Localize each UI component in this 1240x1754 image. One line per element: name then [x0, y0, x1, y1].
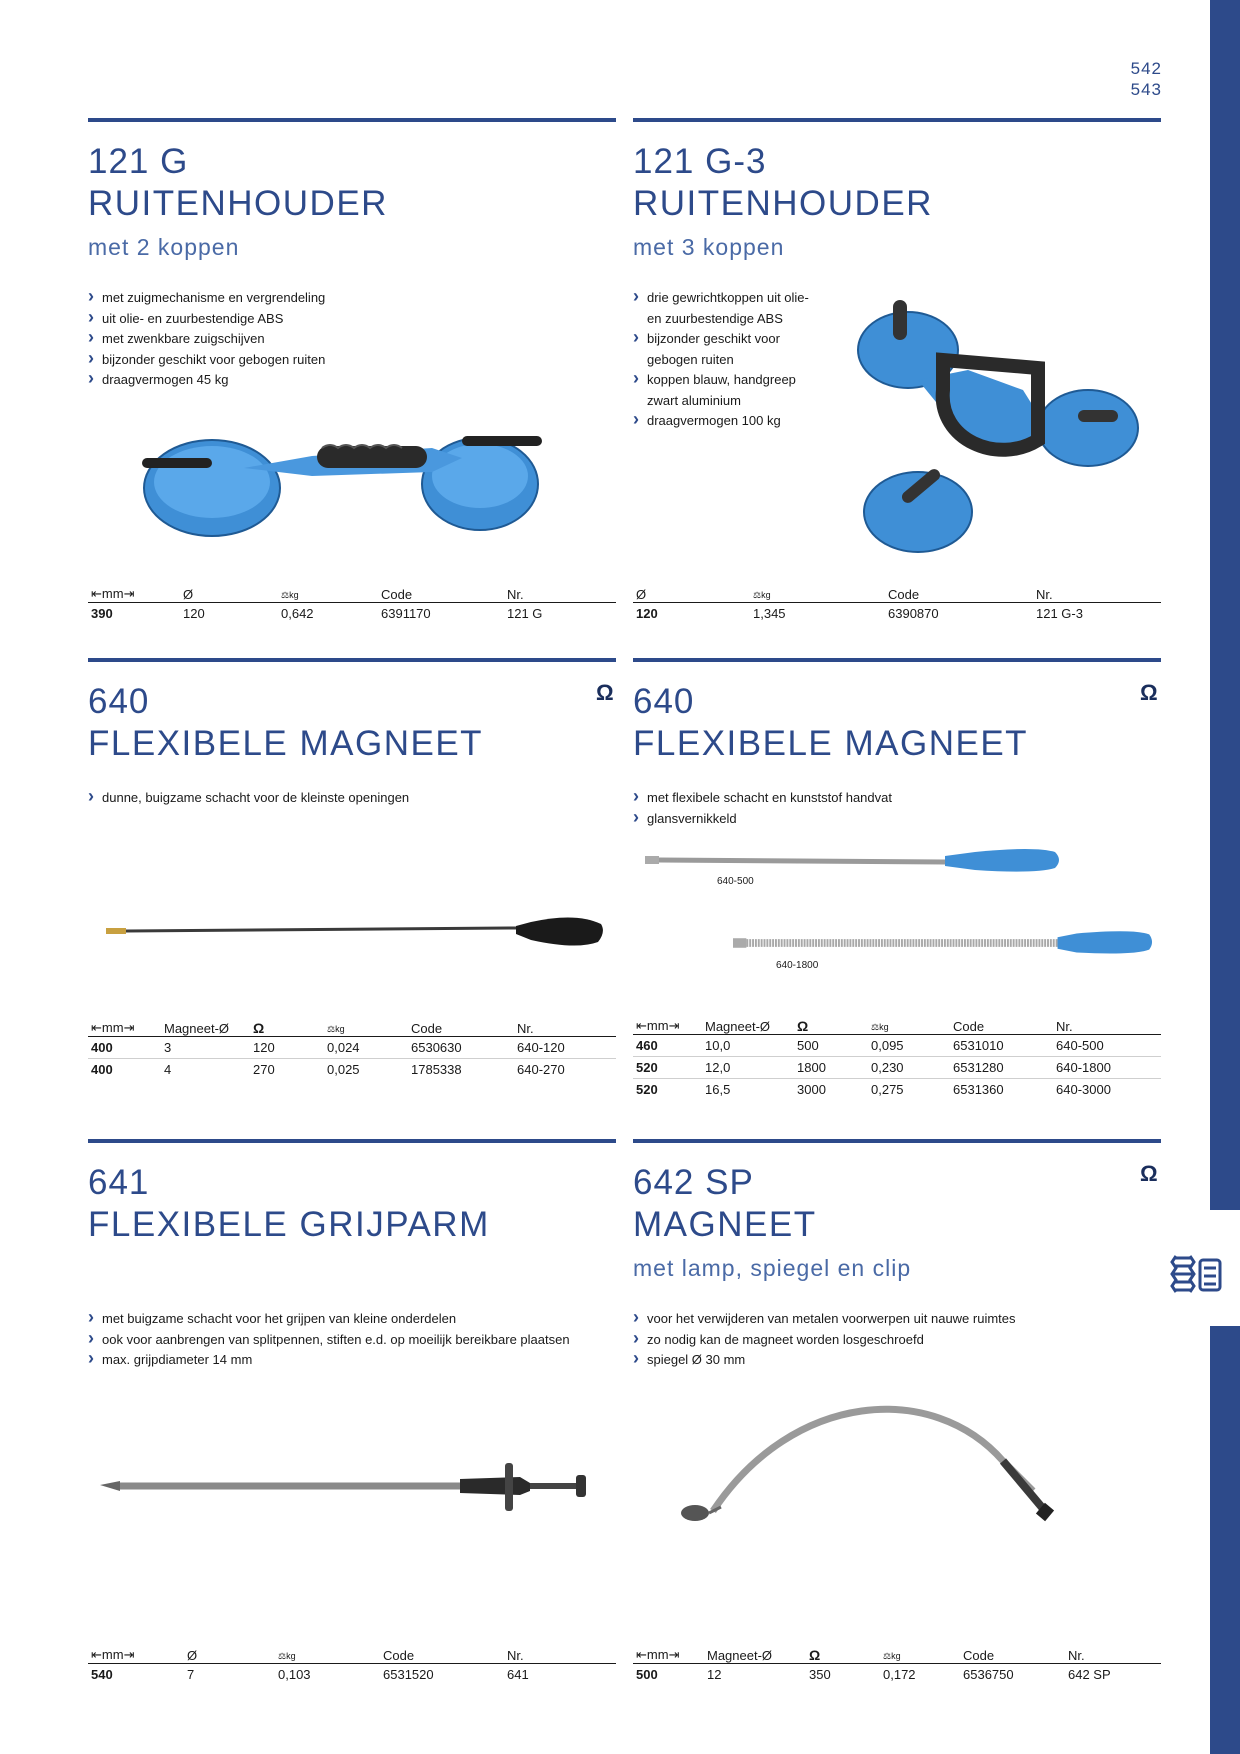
product-640-thin [88, 658, 616, 1088]
image-label: 640-500 [717, 876, 754, 887]
spec-table [633, 582, 1161, 624]
product-image-thin-magnet [106, 914, 606, 954]
product-name: RUITENHOUDER [88, 184, 388, 223]
table-cell: 500 [797, 1035, 871, 1057]
feature-list [88, 1309, 588, 1371]
table-cell: 270 [253, 1062, 275, 1077]
section-rule [88, 118, 616, 122]
spec-table [633, 1014, 1161, 1100]
section-rule [88, 658, 616, 662]
table-cell: 640-500 [1056, 1035, 1161, 1057]
table-cell: 400 [88, 1037, 164, 1059]
product-image-magnet-500 [645, 846, 1065, 876]
table-row [88, 1037, 616, 1059]
feature-item: › voor het verwijderen van metalen voorwerpen uit nauwe ruimtes [633, 1309, 1133, 1330]
feature-item: › met zuigmechanisme en vergrendeling [88, 288, 408, 309]
weight-kg-icon: ⚖kg [278, 1651, 296, 1662]
col-weight-header [753, 582, 888, 603]
length-mm-icon: ⇤mm⇥ [636, 1647, 680, 1662]
weight-kg-icon: ⚖kg [871, 1022, 889, 1033]
table-cell: 642 SP [1068, 1667, 1111, 1682]
feature-item: › met zwenkbare zuigschijven [88, 329, 408, 350]
feature-list [633, 288, 818, 432]
col-length-header [88, 1016, 164, 1037]
table-cell: 0,642 [281, 606, 314, 621]
magnet-omega-icon: Ω [797, 1018, 809, 1034]
feature-item: › ook voor aanbrengen van splitpennen, stiften e.d. op moeilijk bereikbare plaatsen [88, 1330, 588, 1351]
table-cell: 540 [91, 1667, 113, 1682]
table-cell: 390 [91, 606, 113, 621]
weight-kg-icon: ⚖kg [327, 1024, 345, 1035]
table-cell: 640-120 [517, 1037, 616, 1059]
product-subtitle: met lamp, spiegel en clip [633, 1255, 912, 1281]
product-641 [88, 1139, 616, 1682]
spec-table [88, 1643, 616, 1685]
col-diameter-header: Ø [633, 582, 753, 603]
col-length-header [88, 582, 183, 603]
table-cell: 641 [507, 1667, 529, 1682]
table-cell: 10,0 [705, 1035, 797, 1057]
table-cell: 121 G [507, 606, 543, 621]
table-cell: 640-3000 [1056, 1082, 1111, 1097]
product-code: 121 G-3 [633, 142, 767, 181]
table-cell: 6391170 [381, 606, 431, 621]
table-cell: 120 [253, 1037, 327, 1059]
table-cell: 500 [636, 1667, 658, 1682]
table-cell: 121 G-3 [1036, 606, 1083, 621]
table-row [633, 1664, 1161, 1686]
table-cell: 350 [809, 1667, 831, 1682]
product-121g [88, 118, 616, 628]
table-row [88, 1664, 616, 1686]
spec-table [633, 1643, 1161, 1685]
side-tab-bar-top [1210, 0, 1240, 1210]
feature-item: › spiegel Ø 30 mm [633, 1350, 1133, 1371]
feature-item: › drie gewrichtkoppen uit olie- en zuurbestendige ABS [633, 288, 818, 329]
table-cell: 640-1800 [1056, 1057, 1161, 1079]
magnet-omega-icon: Ω [596, 680, 614, 705]
table-cell: 1785338 [411, 1062, 462, 1077]
weight-kg-icon: ⚖kg [281, 590, 299, 601]
table-cell: 12 [707, 1667, 722, 1682]
table-cell: 1,345 [753, 606, 786, 621]
table-row [633, 1079, 1161, 1101]
table-cell: 7 [187, 1667, 195, 1682]
product-code: 640 [633, 682, 695, 721]
table-row [633, 603, 1161, 625]
table-cell: 12,0 [705, 1057, 797, 1079]
table-cell: 16,5 [705, 1082, 731, 1097]
col-magnet-diameter-header: Magneet-Ø [705, 1014, 797, 1035]
product-code: 642 SP [633, 1163, 754, 1202]
col-magnet-diameter-header: Magneet-Ø [707, 1643, 809, 1664]
col-diameter-header: Ø [187, 1643, 278, 1664]
length-mm-icon: ⇤mm⇥ [91, 1647, 135, 1662]
product-subtitle: met 2 koppen [88, 234, 240, 260]
feature-item: › met flexibele schacht en kunststof handvat [633, 788, 1073, 809]
col-nr-header: Nr. [507, 582, 616, 603]
product-image-magnet-1800 [733, 928, 1153, 958]
page-number-right: 543 [1130, 80, 1162, 99]
magnet-omega-icon: Ω [253, 1020, 265, 1036]
length-mm-icon: ⇤mm⇥ [91, 586, 135, 601]
table-cell: 460 [633, 1035, 705, 1057]
product-code: 640 [88, 682, 150, 721]
section-rule [633, 1139, 1161, 1143]
table-cell: 120 [183, 606, 205, 621]
product-image-suction-lifter-2 [132, 428, 562, 558]
table-cell: 4 [164, 1062, 172, 1077]
col-nr-header: Nr. [517, 1016, 616, 1037]
feature-item: › koppen blauw, handgreep zwart aluminium [633, 370, 818, 411]
col-diameter-header: Ø [183, 582, 281, 603]
col-force-header [809, 1643, 883, 1664]
product-code: 121 G [88, 142, 189, 181]
col-weight-header [883, 1643, 963, 1664]
feature-item: › draagvermogen 45 kg [88, 370, 408, 391]
table-cell: 1800 [797, 1057, 871, 1079]
length-mm-icon: ⇤mm⇥ [636, 1018, 680, 1033]
table-cell: 6531520 [383, 1667, 434, 1682]
col-magnet-diameter-header: Magneet-Ø [164, 1016, 253, 1037]
col-nr-header: Nr. [1068, 1643, 1161, 1664]
col-weight-header [327, 1016, 411, 1037]
product-image-gripper [100, 1459, 600, 1519]
table-cell: 0,095 [871, 1035, 953, 1057]
product-name: MAGNEET [633, 1205, 817, 1244]
page-number-left: 542 [1130, 59, 1162, 78]
col-weight-header [871, 1014, 953, 1035]
table-row [88, 1059, 616, 1081]
col-force-header [253, 1016, 327, 1037]
table-cell: 640-270 [517, 1062, 565, 1077]
col-force-header [797, 1014, 871, 1035]
feature-item: › bijzonder geschikt voor gebogen ruiten [88, 350, 408, 371]
weight-kg-icon: ⚖kg [883, 1651, 901, 1662]
table-cell: 6390870 [888, 606, 939, 621]
feature-item: › dunne, buigzame schacht voor de kleinste openingen [88, 788, 528, 809]
product-name: FLEXIBELE MAGNEET [633, 724, 1029, 763]
feature-item: › uit olie- en zuurbestendige ABS [88, 309, 408, 330]
table-cell: 3 [164, 1037, 253, 1059]
spec-table [88, 1016, 616, 1080]
col-code-header: Code [383, 1643, 507, 1664]
table-cell: 3000 [797, 1082, 826, 1097]
col-code-header: Code [963, 1643, 1068, 1664]
feature-item: › zo nodig kan de magneet worden losgeschroefd [633, 1330, 1133, 1351]
product-image-magnet-lamp [673, 1401, 1093, 1551]
col-nr-header: Nr. [507, 1643, 616, 1664]
col-nr-header: Nr. [1036, 582, 1161, 603]
product-640-handle [633, 658, 1161, 1098]
table-cell: 6531360 [953, 1082, 1004, 1097]
tool-category-icon [1168, 1246, 1226, 1304]
product-image-suction-lifter-3 [848, 290, 1148, 560]
feature-list [633, 788, 1073, 829]
product-642sp [633, 1139, 1161, 1682]
table-row [88, 603, 616, 625]
section-rule [633, 118, 1161, 122]
table-cell: 6530630 [411, 1037, 517, 1059]
page-numbers [1100, 58, 1162, 100]
col-weight-header [278, 1643, 383, 1664]
table-cell: 6531280 [953, 1057, 1056, 1079]
col-code-header: Code [888, 582, 1036, 603]
feature-list [633, 1309, 1133, 1371]
feature-list [88, 288, 408, 391]
col-nr-header: Nr. [1056, 1014, 1161, 1035]
table-cell: 0,275 [871, 1082, 904, 1097]
col-weight-header [281, 582, 381, 603]
table-cell: 0,024 [327, 1037, 411, 1059]
image-label: 640-1800 [776, 960, 819, 971]
table-row [633, 1057, 1161, 1079]
table-cell: 0,025 [327, 1062, 360, 1077]
product-name: RUITENHOUDER [633, 184, 933, 223]
section-rule [633, 658, 1161, 662]
weight-kg-icon: ⚖kg [753, 590, 771, 601]
spec-table [88, 582, 616, 624]
side-tab-bar-bottom [1210, 1326, 1240, 1754]
magnet-omega-icon: Ω [809, 1647, 821, 1663]
table-cell: 6536750 [963, 1667, 1014, 1682]
feature-item: › bijzonder geschikt voor gebogen ruiten [633, 329, 818, 370]
magnet-omega-icon: Ω [1140, 680, 1158, 705]
col-length-header [88, 1643, 187, 1664]
table-cell: 0,103 [278, 1667, 311, 1682]
col-code-header: Code [411, 1016, 517, 1037]
col-length-header [633, 1643, 707, 1664]
col-code-header: Code [381, 582, 507, 603]
product-name: FLEXIBELE MAGNEET [88, 724, 484, 763]
feature-list [88, 788, 528, 809]
product-name: FLEXIBELE GRIJPARM [88, 1205, 490, 1244]
magnet-omega-icon: Ω [1140, 1161, 1158, 1186]
table-cell: 520 [636, 1082, 658, 1097]
table-cell: 6531010 [953, 1035, 1056, 1057]
table-cell: 0,230 [871, 1057, 953, 1079]
feature-item: › met buigzame schacht voor het grijpen van kleine onderdelen [88, 1309, 588, 1330]
table-cell: 520 [633, 1057, 705, 1079]
feature-item: › draagvermogen 100 kg [633, 411, 818, 432]
table-cell: 0,172 [883, 1667, 916, 1682]
col-length-header [633, 1014, 705, 1035]
feature-item: › glansvernikkeld [633, 809, 1073, 830]
product-121g-3 [633, 118, 1161, 628]
col-code-header: Code [953, 1014, 1056, 1035]
feature-item: › max. grijpdiameter 14 mm [88, 1350, 588, 1371]
section-rule [88, 1139, 616, 1143]
length-mm-icon: ⇤mm⇥ [91, 1020, 135, 1035]
product-code: 641 [88, 1163, 150, 1202]
table-cell: 120 [636, 606, 658, 621]
product-subtitle: met 3 koppen [633, 234, 785, 260]
table-row [633, 1035, 1161, 1057]
table-cell: 400 [91, 1062, 113, 1077]
